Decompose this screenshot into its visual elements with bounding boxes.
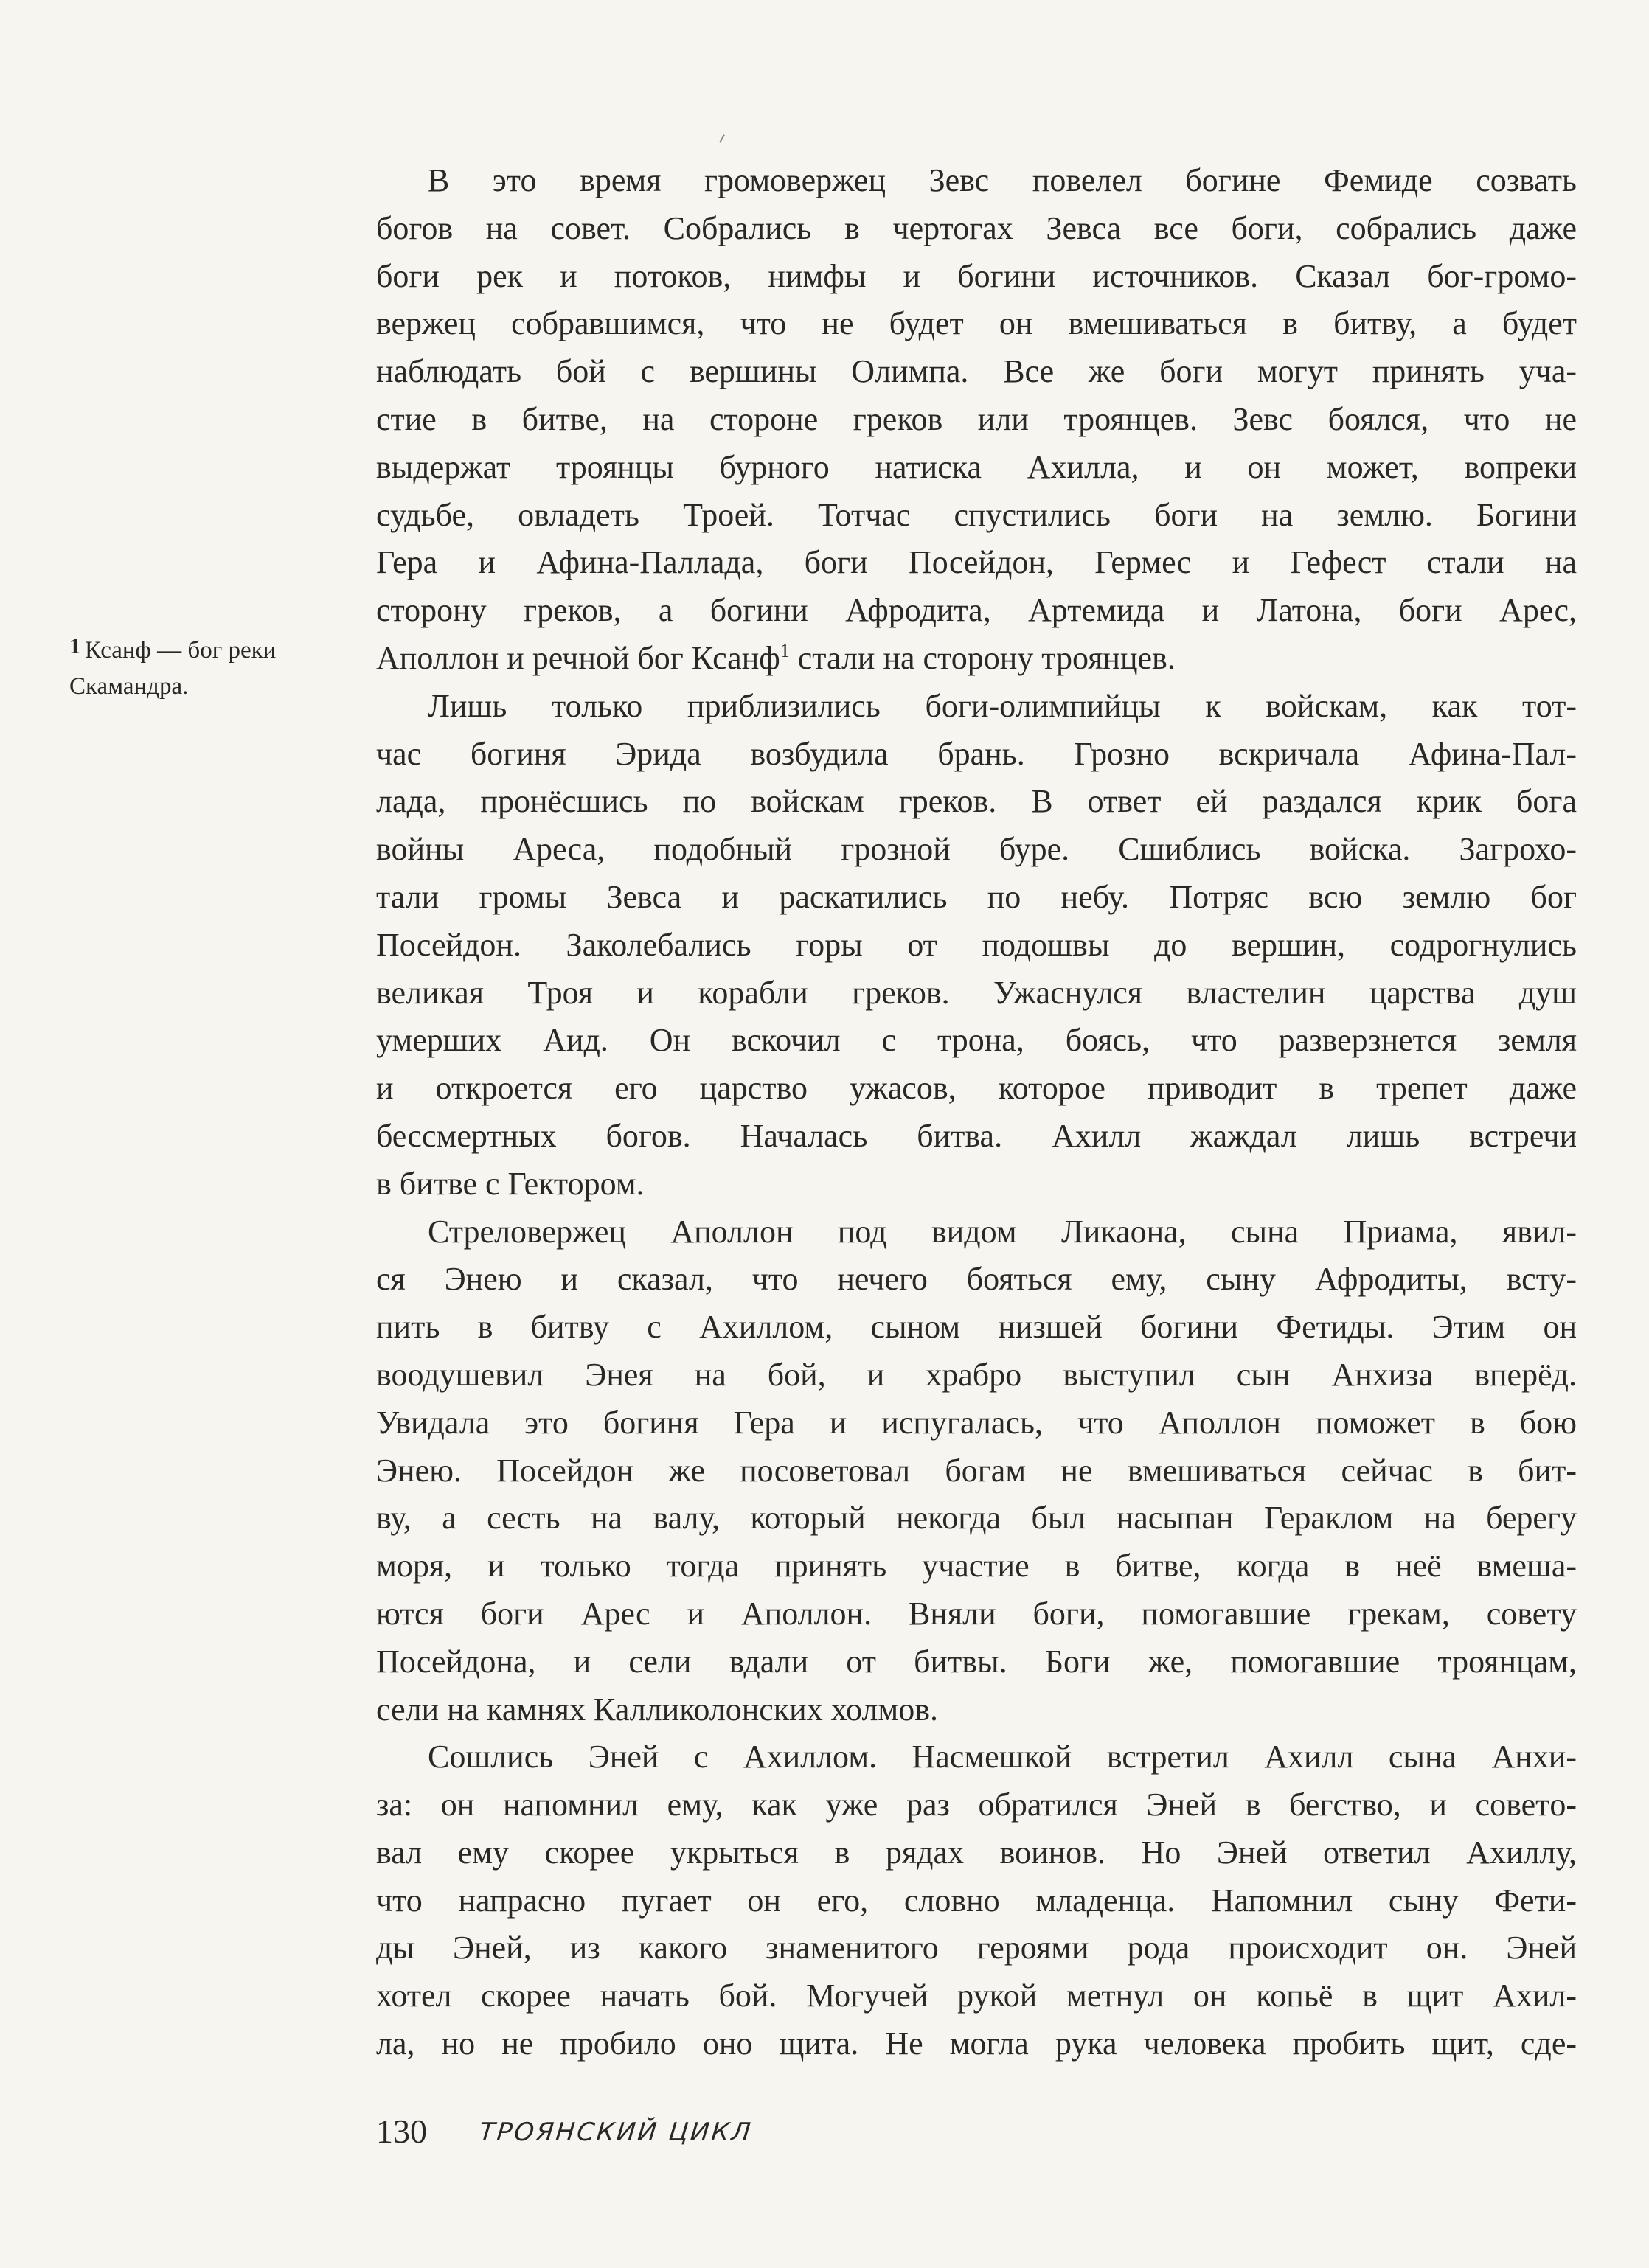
text-line-content: воодушевил Энея на бой, и храбро выступил сын Анхиза вперёд. (376, 1356, 1577, 1393)
text-line (376, 1304, 1577, 1352)
running-title: ТРОЯНСКИЙ ЦИКЛ (477, 2118, 754, 2147)
text-line (376, 1924, 1577, 1972)
text-line-content: что напрасно пугает он его, словно младенца. Напомнил сыну Фети- (376, 1882, 1577, 1919)
text-line (376, 731, 1577, 779)
text-line-content: бессмертных богов. Началась битва. Ахилл жаждал лишь встречи (376, 1117, 1577, 1154)
text-line (376, 1638, 1577, 1686)
text-line (376, 1017, 1577, 1065)
text-line (376, 205, 1577, 253)
text-line-content: боги рек и потоков, нимфы и богини источников. Сказал бог-громо- (376, 257, 1577, 294)
text-line (376, 683, 1577, 731)
text-line (376, 922, 1577, 970)
text-line-content: Увидала это богиня Гера и испугалась, что Аполлон поможет в бою (376, 1404, 1577, 1441)
footnote-reference: 1 (780, 639, 790, 661)
text-line-content: ся Энею и сказал, что нечего бояться ему, сыну Афродиты, всту- (376, 1261, 1577, 1298)
text-line (376, 1686, 1577, 1734)
page-number: 130 (376, 2112, 427, 2150)
text-line-content: моря, и только тогда принять участие в битве, когда в неё вмеша- (376, 1548, 1577, 1585)
text-line (376, 1829, 1577, 1877)
text-line-content: за: он напомнил ему, как уже раз обратился Эней в бегство, и советo- (376, 1787, 1577, 1823)
text-line (376, 1399, 1577, 1447)
text-line-content: Сошлись Эней с Ахиллом. Насмешкой встретил Ахилл сына Анхи- (428, 1739, 1577, 1775)
text-line-content: Стреловержец Аполлон под видом Ликаона, сына Приама, явил- (428, 1213, 1577, 1250)
text-line (376, 492, 1577, 540)
text-line-content: и откроется его царство ужасов, которое приводит в трепет даже (376, 1070, 1577, 1107)
footnote-text-1: Ксанф — бог реки (85, 637, 277, 664)
text-line-content: ла, но не пробило оно щита. Не могла рука человека пробить щит, сде- (376, 2025, 1577, 2062)
text-line-content: Лишь только приблизились боги-олимпийцы к войскам, как тот- (428, 687, 1577, 724)
text-line-content: Аполлон и речной бог Ксанф (376, 639, 780, 676)
text-line (376, 1256, 1577, 1304)
text-line-content: час богиня Эрида возбудила брань. Грозно вскричала Афина-Пал- (376, 735, 1577, 772)
text-line-content: хотел скорее начать бой. Могучей рукой метнул он копьё в щит Ахил- (376, 1977, 1577, 2014)
text-line (376, 1877, 1577, 1925)
text-line (376, 1208, 1577, 1256)
text-line (376, 635, 1577, 683)
text-line (376, 1447, 1577, 1495)
text-line-content: Посейдон. Заколебались горы от подошвы до вершин, содрогнулись (376, 926, 1577, 963)
text-line (376, 1542, 1577, 1590)
text-line-content: Посейдона, и сели вдали от битвы. Боги же, помогавшие троянцам, (376, 1643, 1577, 1680)
text-line-content: сторону греков, а богини Афродита, Артемида и Латона, боги Арес, (376, 592, 1577, 629)
text-line-content: Энею. Посейдон же посоветовал богам не вмешиваться сейчас в бит- (376, 1452, 1577, 1489)
text-line-content: стие в битве, на стороне греков или троянцев. Зевс боялся, что не (376, 400, 1577, 437)
text-line-content: вал ему скорее укрыться в рядах воинов. Но Эней ответил Ахиллу, (376, 1834, 1577, 1871)
text-line-content: наблюдать бой с вершины Олимпа. Все же боги могут принять уча- (376, 353, 1577, 390)
text-line (376, 348, 1577, 396)
text-line (376, 1781, 1577, 1829)
text-line (376, 1352, 1577, 1399)
footnote-line-2: Скамандра. (69, 673, 189, 700)
text-line-content: В это время громовержец Зевс повелел богине Фемиде созвать (428, 162, 1577, 198)
main-text-column (376, 157, 1577, 2068)
text-line-content: судьбе, овладеть Троей. Тотчас спустились боги на землю. Богини (376, 496, 1577, 533)
text-line-content: ются боги Арес и Аполлон. Вняли боги, помогавшие грекам, совету (376, 1595, 1577, 1632)
text-line-content: вержец собравшимся, что не будет он вмешиваться в битву, а будет (376, 305, 1577, 342)
text-line (376, 1065, 1577, 1113)
text-line (376, 874, 1577, 922)
text-line (376, 157, 1577, 205)
text-line (376, 396, 1577, 444)
text-line-content: в битве с Гектором. (376, 1165, 645, 1202)
text-line-content: великая Троя и корабли греков. Ужаснулся властелин царства душ (376, 974, 1577, 1011)
text-line-content: Гера и Афина-Паллада, боги Посейдон, Гермес и Гефест стали на (376, 544, 1577, 581)
text-line-content: пить в битву с Ахиллом, сыном низшей богини Фетиды. Этим он (376, 1309, 1577, 1346)
text-line-content: богов на совет. Собрались в чертогах Зевса все боги, собрались даже (376, 209, 1577, 246)
text-line-content: сели на камнях Калликолонских холмов. (376, 1691, 939, 1728)
footnote-line-1 (69, 633, 342, 669)
margin-footnote (69, 633, 342, 704)
text-line (376, 539, 1577, 587)
text-line-content: войны Ареса, подобный грозной буре. Сшиблись войска. Загрохо- (376, 831, 1577, 868)
text-line (376, 970, 1577, 1018)
text-line (376, 2020, 1577, 2068)
text-line (376, 1972, 1577, 2020)
text-line (376, 1161, 1577, 1208)
text-line-tail: стали на сторону троянцев. (789, 639, 1176, 676)
text-line (376, 1495, 1577, 1542)
text-line (376, 1113, 1577, 1161)
text-line-content: ды Эней, из какого знаменитого героями рода происходит он. Эней (376, 1930, 1577, 1966)
footnote-marker: 1 (69, 634, 80, 658)
text-line (376, 587, 1577, 635)
text-line-content: умерших Аид. Он вскочил с трона, боясь, что разверзнется земля (376, 1022, 1577, 1059)
text-line-content: лада, пронёсшись по войскам греков. В ответ ей раздался крик бога (376, 783, 1577, 820)
text-line (376, 300, 1577, 348)
text-line-content: выдержат троянцы бурного натиска Ахилла, и он может, вопреки (376, 448, 1577, 485)
print-mark (719, 134, 725, 142)
text-line (376, 253, 1577, 301)
text-line-content: ву, а сесть на валу, который некогда был насыпан Гераклом на берегу (376, 1500, 1577, 1537)
text-line (376, 1590, 1577, 1638)
text-line (376, 778, 1577, 826)
text-line (376, 826, 1577, 874)
text-line-content: тали громы Зевса и раскатились по небу. Потряс всю землю бог (376, 878, 1577, 915)
text-line (376, 444, 1577, 492)
text-line (376, 1733, 1577, 1781)
